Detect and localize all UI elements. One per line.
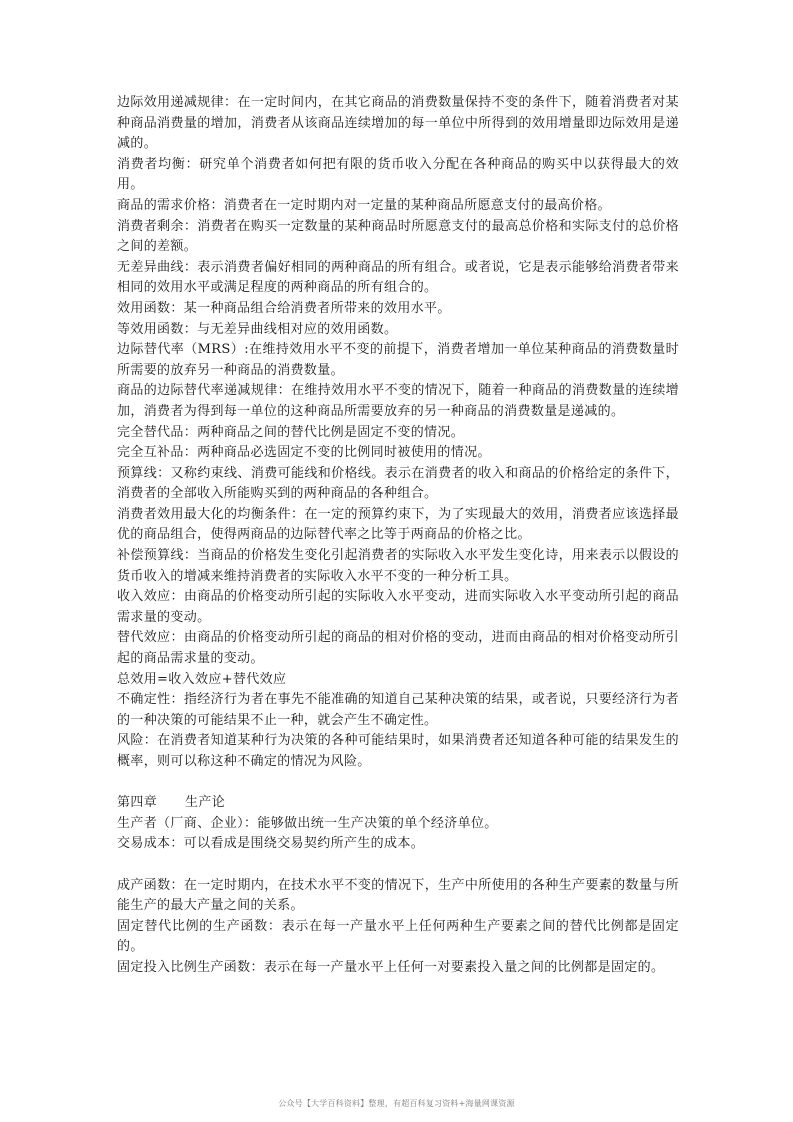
paragraph-transaction-cost: 交易成本：可以看成是围绕交易契约所产生的成本。 <box>117 836 425 852</box>
chapter-number: 第四章 <box>117 795 158 811</box>
paragraph-consumer-equilibrium: 消费者均衡：研究单个消费者如何把有限的货币收入分配在各种商品的购买中以获得最大的效用。 <box>117 156 679 193</box>
paragraph-utility-max-condition: 消费者效用最大化的均衡条件：在一定的预算约束下，为了实现最大的效用，消费者应该选择最优的商品组合，使得两商品的边际替代率之比等于两商品的价格之比。 <box>117 506 679 543</box>
paragraph-mrs: 边际替代率（MRS）:在维持效用水平不变的前提下，消费者增加一单位某种商品的消费数量时所需要的放弃另一种商品的消费数量。 <box>117 342 679 378</box>
paragraph-consumer-surplus: 消费者剩余：消费者在购买一定数量的某种商品时所愿意支付的最高总价格和实际支付的总价格之间的差额。 <box>117 218 679 255</box>
chapter-heading <box>117 793 679 814</box>
paragraph-risk: 风险：在消费者知道某种行为决策的各种可能结果时，如果消费者还知道各种可能的结果发生的概率，则可以称这种不确定的情况为风险。 <box>117 733 679 769</box>
paragraph-total-effect: 总效用=收入效应+替代效应 <box>117 671 287 687</box>
paragraph-equal-utility-function: 等效用函数：与无差异曲线相对应的效用函数。 <box>117 321 398 337</box>
paragraph-utility-function: 效用函数：某一种商品组合给消费者所带来的效用水平。 <box>117 300 451 316</box>
paragraph-marginal-utility: 边际效用递减规律：在一定时间内，在其它商品的消费数量保持不变的条件下，随着消费者对某种商品消费量的增加，消费者从该商品连续增加的每一单位中所得到的效用增量即边际效用是递减的。 <box>117 95 679 152</box>
paragraph-perfect-substitutes: 完全替代品：两种商品之间的替代比例是固定不变的情况。 <box>117 424 465 440</box>
paragraph-diminishing-mrs: 商品的边际替代率递减规律：在维持效用水平不变的情况下，随着一种商品的消费数量的连续增加，消费者为得到每一单位的这种商品所需要放弃的另一种商品的消费数量是递减的。 <box>117 383 679 419</box>
paragraph-budget-line: 预算线：又称约束线、消费可能线和价格线。表示在消费者的收入和商品的价格给定的条件下，消费者的全部收入所能购买到的两种商品的各种组合。 <box>117 465 679 502</box>
paragraph-fixed-substitution: 固定替代比例的生产函数：表示在每一产量水平上任何两种生产要素之间的替代比例都是固定的。 <box>117 918 679 955</box>
paragraph-perfect-complements: 完全互补品：两种商品必选固定不变的比例同时被使用的情况。 <box>117 445 491 461</box>
footer-watermark: 公众号【大学百科资料】整理，有超百科复习资料+海量网课资源 <box>278 1099 515 1108</box>
paragraph-fixed-proportion: 固定投入比例生产函数：表示在每一产量水平上任何一对要素投入量之间的比例都是固定的。 <box>117 959 665 975</box>
paragraph-substitution-effect: 替代效应：由商品的价格变动所引起的商品的相对价格的变动，进而由商品的相对价格变动所引起的商品需求量的变动。 <box>117 630 679 667</box>
spacer <box>117 855 679 876</box>
paragraph-production-function: 成产函数：在一定时期内，在技术水平不变的情况下，生产中所使用的各种生产要素的数量与所能生产的最大产量之间的关系。 <box>117 877 679 914</box>
paragraph-demand-price: 商品的需求价格：消费者在一定时期内对一定量的某种商品所愿意支付的最高价格。 <box>117 197 611 213</box>
chapter-title: 生产论 <box>185 795 226 811</box>
document-page <box>117 93 679 979</box>
spacer <box>117 773 679 794</box>
paragraph-producer: 生产者（厂商、企业）：能够做出统一生产决策的单个经济单位。 <box>117 815 498 831</box>
paragraph-uncertainty: 不确定性：指经济行为者在事先不能准确的知道自己某种决策的结果，或者说，只要经济行为者的一种决策的可能结果不止一种，就会产生不确定性。 <box>117 692 679 728</box>
paragraph-compensated-budget-line: 补偿预算线：当商品的价格发生变化引起消费者的实际收入水平发生变化诗，用来表示以假设的货币收入的增减来维持消费者的实际收入水平不变的一种分析工具。 <box>117 548 679 584</box>
paragraph-indifference-curve: 无差异曲线：表示消费者偏好相同的两种商品的所有组合。或者说，它是表示能够给消费者带来相同的效用水平或满足程度的两种商品的所有组合的。 <box>117 259 679 296</box>
paragraph-income-effect: 收入效应：由商品的价格变动所引起的实际收入水平变动，进而实际收入水平变动所引起的商品需求量的变动。 <box>117 589 679 625</box>
